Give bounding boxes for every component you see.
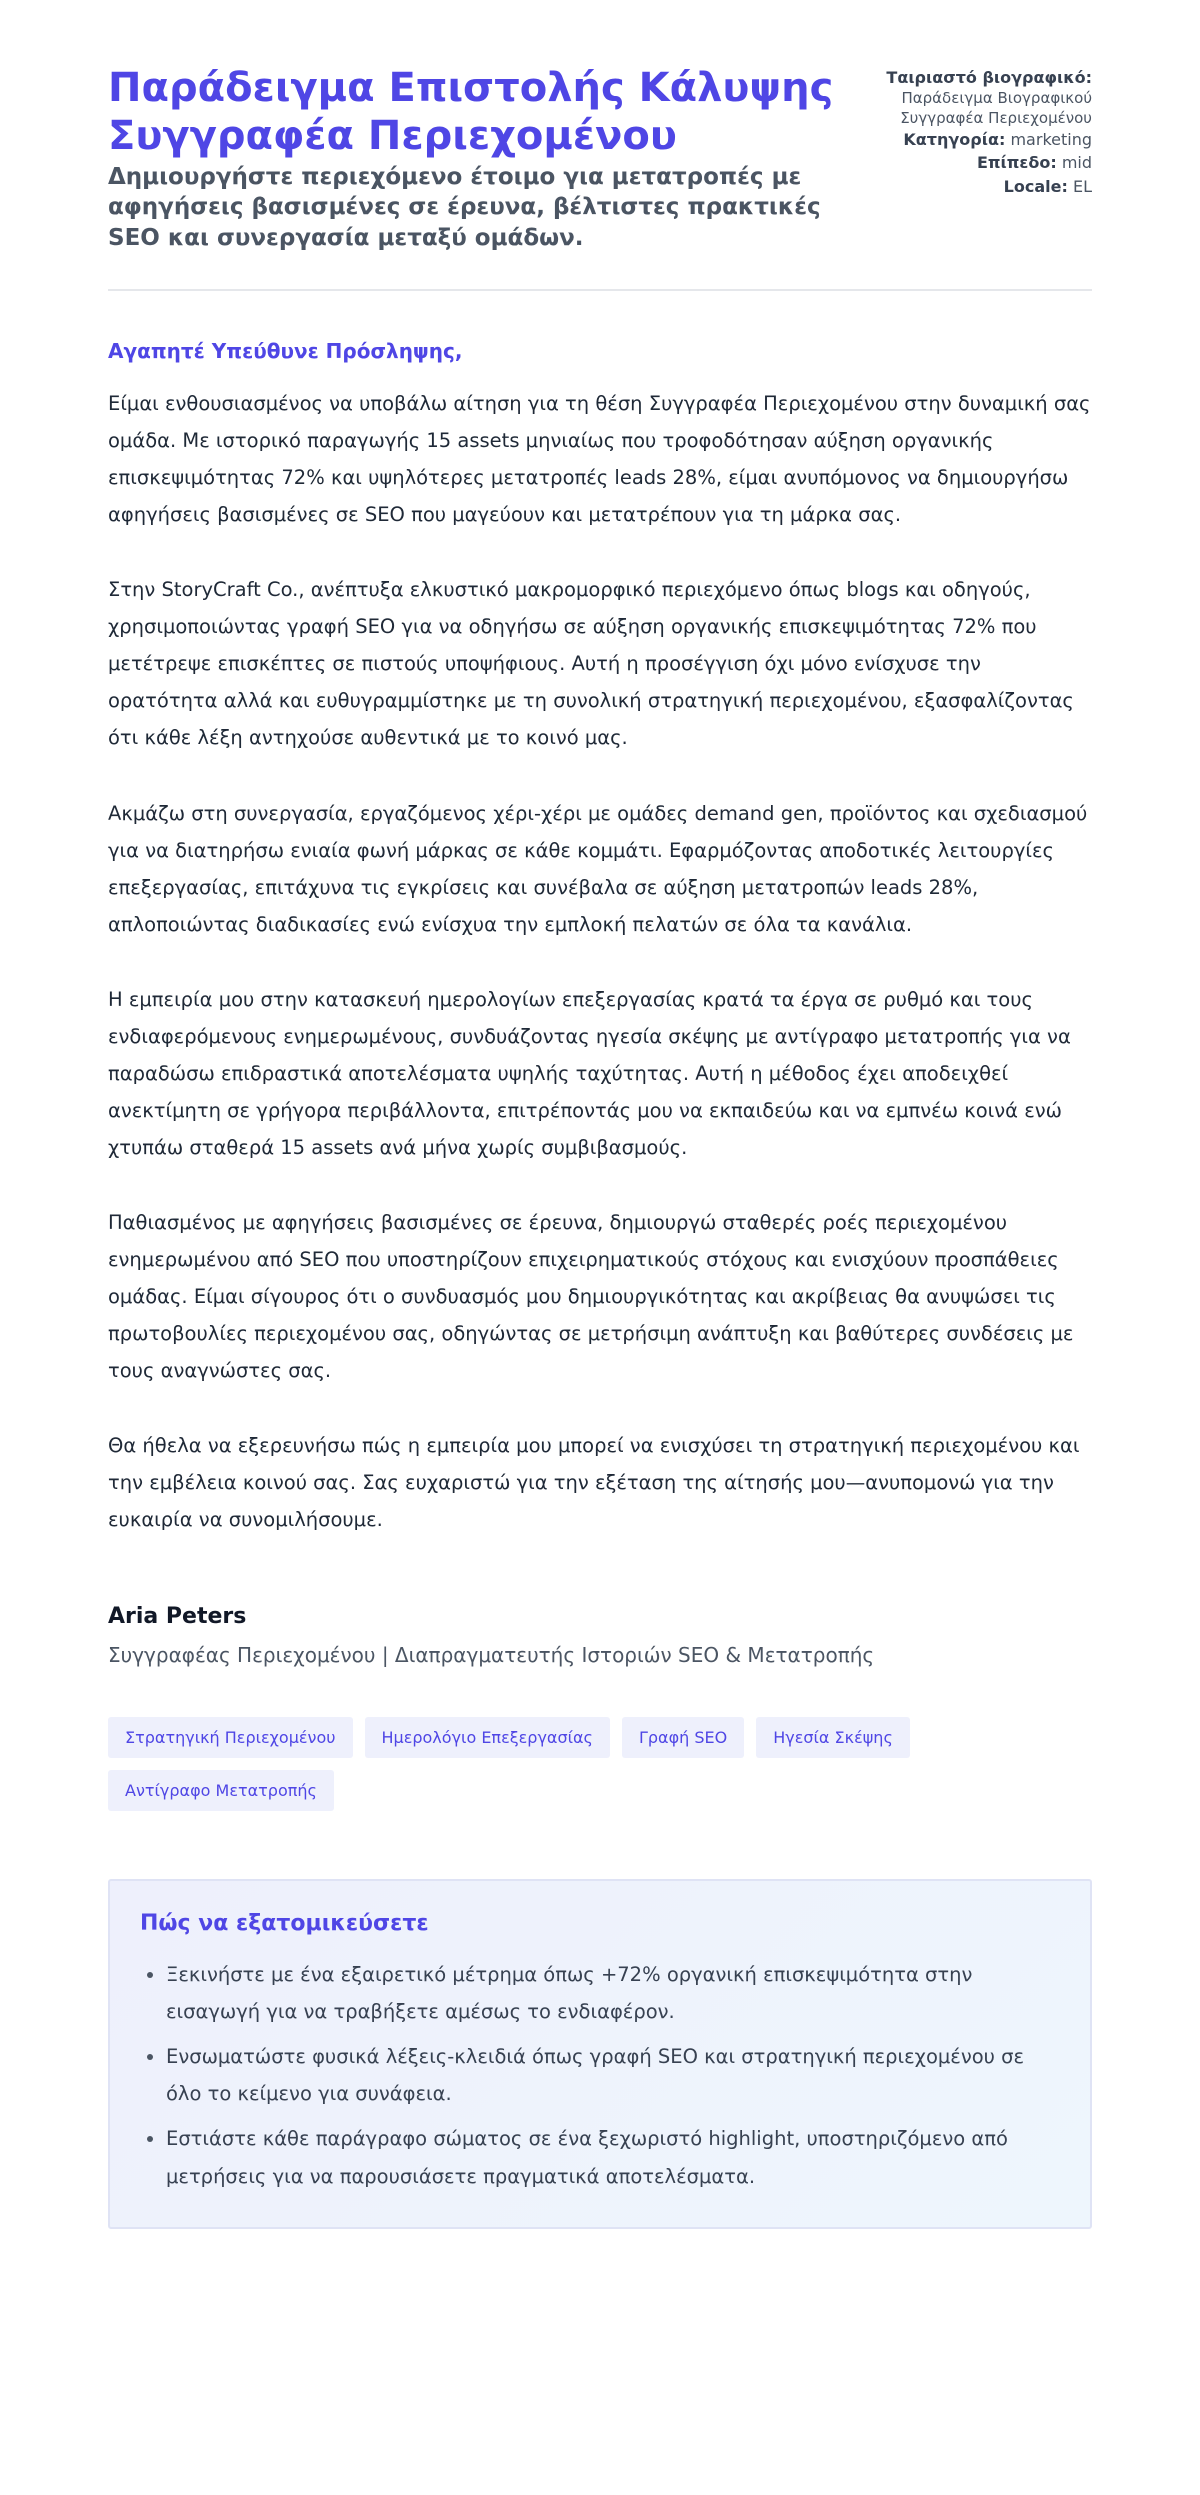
page-title: Παράδειγμα Επιστολής Κάλυψης Συγγραφέα Περιεχομένου [108, 65, 834, 159]
header-titles [108, 64, 836, 253]
tip-item: • Ξεκινήστε με ένα εξαιρετικό μέτρημα όπως +72% οργανική επισκεψιμότητα στην εισαγωγή για να τραβήξετε αμέσως το ενδιαφέρον. [166, 1956, 1058, 2030]
tip-item: • Εστιάστε κάθε παράγραφο σώματος σε ένα ξεχωριστό highlight, υποστηριζόμενο από μετρήσεις για να παρουσιάσετε πραγματικά αποτελέσματα. [166, 2120, 1058, 2194]
meta-level-value: mid [1061, 153, 1092, 173]
customization-tips [108, 1879, 1092, 2228]
meta-level [836, 151, 1092, 174]
skill-tag[interactable]: Γραφή SEO [622, 1717, 744, 1758]
letter-paragraph: Είμαι ενθουσιασμένος να υποβάλω αίτηση για τη θέση Συγγραφέα Περιεχομένου στην δυναμική σας ομάδα. Με ιστορικό παραγωγής 15 assets μηνιαίως που τροφοδότησαν αύξηση οργανικής επισκεψιμότητας 72% και υψηλότερες μετατροπές leads 28%, είμαι ανυπόμονος να δημιουργήσω αφηγήσεις βασισμένες σε SEO που μαγεύουν και μετατρέπουν για τη μάρκα σας. [108, 392, 1091, 527]
signature-name: Aria Peters [108, 1604, 247, 1630]
document-header [108, 64, 1092, 291]
page-subtitle: Δημιουργήστε περιεχόμενο έτοιμο για μετατροπές με αφηγήσεις βασισμένες σε έρευνα, βέλτιστες πρακτικές SEO και συνεργασία μεταξύ ομάδων. [108, 164, 821, 251]
tips-title: Πώς να εξατομικεύσετε [140, 1911, 429, 1937]
skill-tag[interactable]: Ηγεσία Σκέψης [756, 1717, 910, 1758]
meta-locale [836, 175, 1092, 198]
tips-list [140, 1956, 1058, 2194]
tip-item: • Ενσωματώστε φυσικά λέξεις-κλειδιά όπως γραφή SEO και στρατηγική περιεχομένου σε όλο το κείμενο για συνάφεια. [166, 2038, 1058, 2112]
meta-locale-label: Locale: [1003, 176, 1068, 196]
letter-paragraph: Παθιασμένος με αφηγήσεις βασισμένες σε έρευνα, δημιουργώ σταθερές ροές περιεχομένου ενημερωμένου από SEO που υποστηρίζουν επιχειρηματικούς στόχους και ενισχύουν προσπάθειες ομάδας. Είμαι σίγουρος ότι ο συνδυασμός μου δημιουργικότητας και ακρίβειας θα ανυψώσει τις πρωτοβουλίες περιεχομένου σας, οδηγώντας σε μετρήσιμη ανάπτυξη και βαθύτερες συνδέσεις με τους αναγνώστες σας. [108, 1210, 1074, 1383]
letter-paragraph: Θα ήθελα να εξερευνήσω πώς η εμπειρία μου μπορεί να ενισχύσει τη στρατηγική περιεχομένου και την εμβέλεια κοινού σας. Σας ευχαριστώ για την εξέταση της αίτησής μου—ανυπομονώ για την ευκαιρία να συνομιλήσουμε. [108, 1434, 1080, 1532]
meta-template-value[interactable]: Παράδειγμα Βιογραφικού Συγγραφέα Περιεχομένου [900, 89, 1092, 127]
letter-body [108, 339, 1092, 1538]
signature-block [108, 1604, 1092, 1667]
skill-tag[interactable]: Στρατηγική Περιεχομένου [108, 1717, 353, 1758]
meta-category-value: marketing [1010, 130, 1092, 150]
letter-paragraph: Η εμπειρία μου στην κατασκευή ημερολογίων επεξεργασίας κρατά τα έργα σε ρυθμό και τους ενδιαφερόμενους ενημερωμένους, συνδυάζοντας ηγεσία σκέψης με αντίγραφο μετατροπής για να παραδώσω επιδραστικά αποτελέσματα υψηλής ταχύτητας. Αυτή η μέθοδος έχει αποδειχθεί ανεκτίμητη σε γρήγορα περιβάλλοντα, επιτρέποντάς μου να εκπαιδεύω και να εμπνέω κοινά ενώ χτυπάω σταθερά 15 assets ανά μήνα χωρίς συμβιβασμούς. [108, 987, 1071, 1159]
meta-category-label: Κατηγορία: [903, 130, 1006, 150]
meta-level-label: Επίπεδο: [976, 153, 1057, 173]
meta-locale-value: EL [1072, 176, 1092, 196]
salutation: Αγαπητέ Υπεύθυνε Πρόσληψης, [108, 339, 463, 364]
meta-category [836, 128, 1092, 151]
signature-title: Συγγραφέας Περιεχομένου | Διαπραγματευτής Ιστοριών SEO & Μετατροπής [108, 1643, 875, 1668]
skill-tag[interactable]: Αντίγραφο Μετατροπής [108, 1770, 334, 1811]
letter-paragraph: Στην StoryCraft Co., ανέπτυξα ελκυστικό μακρομορφικό περιεχόμενο όπως blogs και οδηγούς, χρησιμοποιώντας γραφή SEO για να οδηγήσω σε αύξηση οργανικής επισκεψιμότητας 72% που μετέτρεψε επισκέπτες σε πιστούς υποψήφιους. Αυτή η προσέγγιση όχι μόνο ενίσχυσε την ορατότητα αλλά και ευθυγραμμίστηκε με τη συνολική στρατηγική περιεχομένου, εξασφαλίζοντας ότι κάθε λέξη αντηχούσε αυθεντικά με το κοινό μας. [108, 578, 1074, 750]
skill-tags [108, 1717, 1048, 1811]
skill-tag[interactable]: Ημερολόγιο Επεξεργασίας [365, 1717, 610, 1758]
meta-template-label: Ταιριαστό βιογραφικό: [886, 68, 1092, 87]
meta-panel [836, 64, 1092, 198]
letter-paragraph: Ακμάζω στη συνεργασία, εργαζόμενος χέρι-χέρι με ομάδες demand gen, προϊόντος και σχεδιασμού για να διατηρήσω ενιαία φωνή μάρκας σε κάθε κομμάτι. Εφαρμόζοντας αποδοτικές λειτουργίες επεξεργασίας, επιτάχυνα τις εγκρίσεις και συνέβαλα σε αύξηση μετατροπών leads 28%, απλοποιώντας διαδικασίες ενώ ενίσχυα την εμπλοκή πελατών σε όλα τα κανάλια. [108, 801, 1088, 936]
meta-template [836, 66, 1092, 128]
